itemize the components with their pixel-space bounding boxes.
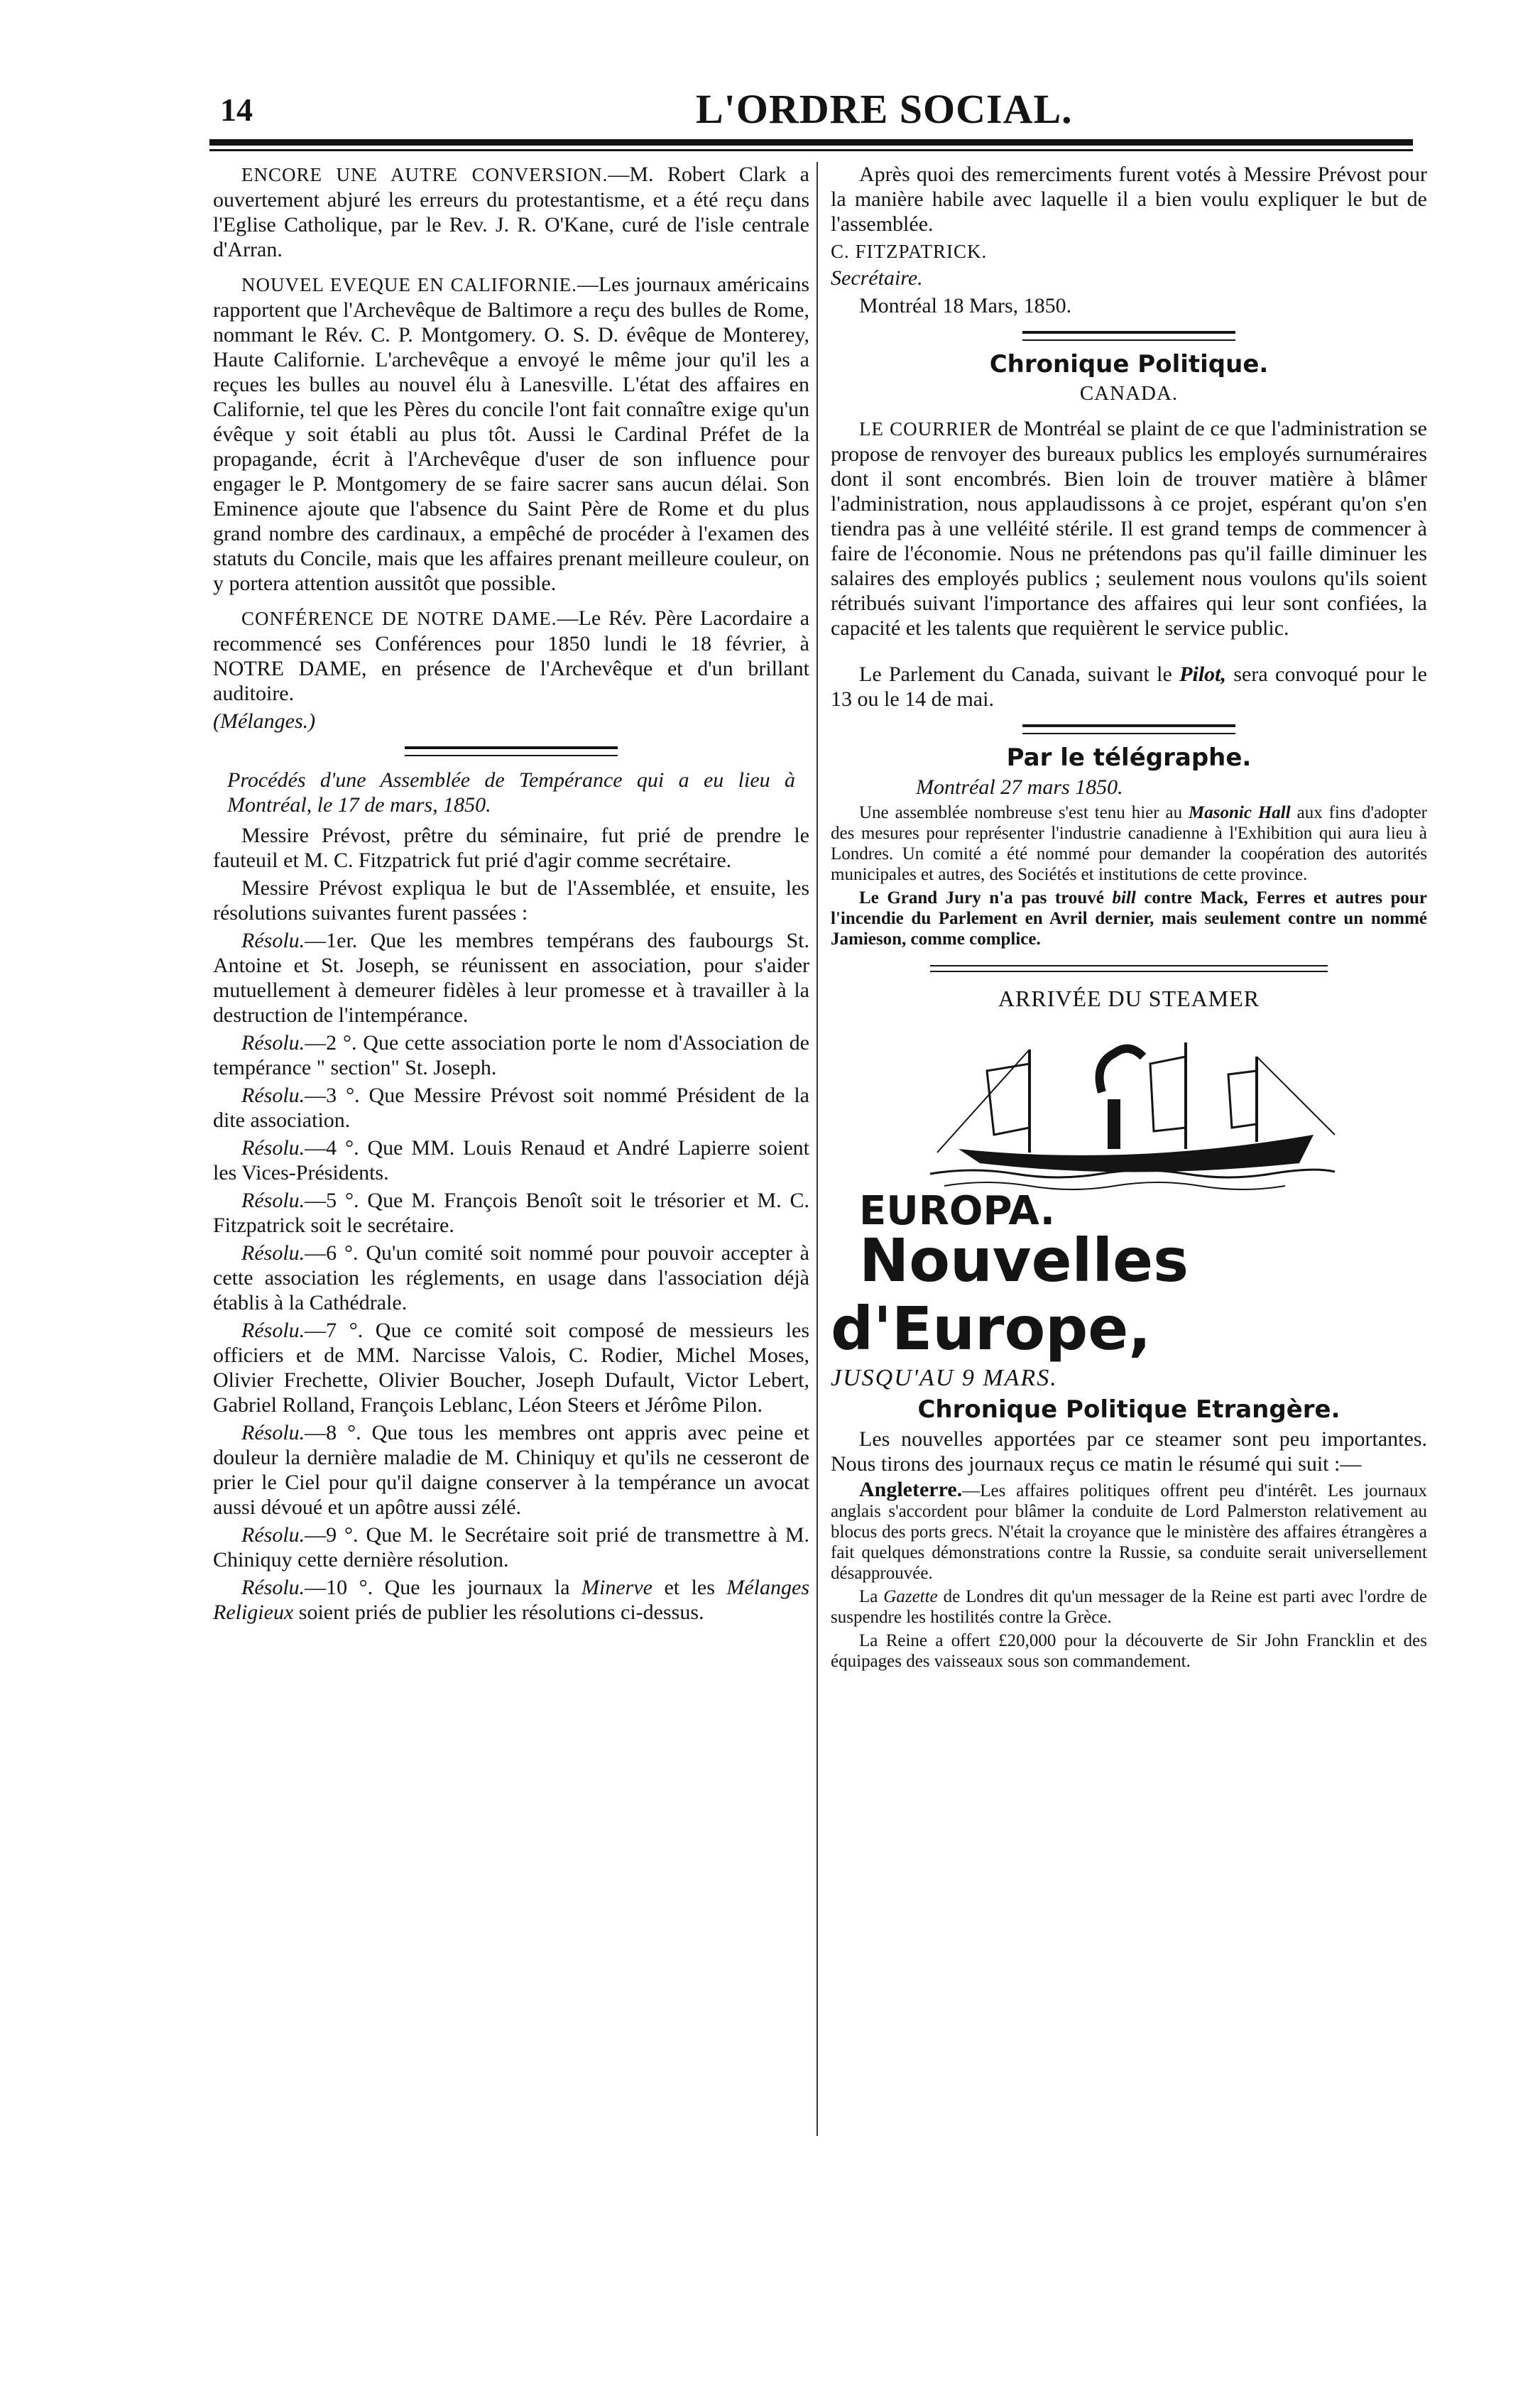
section-separator (405, 746, 618, 756)
europe-news-headline: Nouvelles d'Europe, (831, 1226, 1189, 1363)
news-item-notre-dame (213, 606, 809, 706)
ship-name: EUROPA. (859, 1188, 1056, 1234)
signer-name: C. FITZPATRICK. (831, 241, 988, 262)
telegraph-date: Montréal 27 mars 1850. (916, 775, 1123, 799)
telegraph-para: Une assemblée nombreuse s'est tenu hier au Masonic Hall aux fins d'adopter des mesures pour représenter l'industrie canadienne à l'Exhibition qui aura lieu à Londres. Un comité a été nommé pour demander la coopération des autorités municipales et autres, des Sociétés et institutions de cette province. (831, 803, 1428, 884)
foreign-para: Angleterre.—Les affaires politiques offrent peu d'intérêt. Les journaux anglais s'accordent pour blâmer la conduite de Lord Palmerston relativement au blocus des ports grecs. N'était la croyance que le ministère des affaires étrangères a fait quelques démonstrations contre la Russie, sa conduite serait universellement désapprouvée. (831, 1478, 1427, 1583)
chronicle-subtitle: CANADA. (1079, 382, 1179, 405)
steamer-arrival: ARRIVÉE DU STEAMER (998, 986, 1260, 1011)
item-body: —Les journaux américains rapportent que l'Archevêque de Baltimore a reçu des bulles de Rome, nommant le Rév. C. P. Montgomery. O. S. D. évêque de Monterey, Haute Californie. L'archevêque a envoyé le même jour qu'il les a reçues les bulles au nouvel élu à Lanesville. L'état des affaires en Californie, tel que les Pères du concile l'ont fait connaître exige qu'un évêque y soit établi au plus tôt. Aussi le Cardinal Préfet de la propagande, écrit à l'Archevêque d'user de son influence pour engager le P. Montgomery de se faire sacrer sans aucun délai. Son Eminence ajoute que l'absence du Saint Père de Rome et du plus grand nombre des cardinaux, a empêché de procéder à l'examen des statuts du Concile, mais que les affaires prenant meilleure couleur, on y portera attention aussitôt que possible. (213, 273, 809, 595)
resolution: Résolu.—10 °. Que les journaux la Minerve et les Mélanges Religieux soient priés de publier les résolutions ci-dessus. (213, 1576, 809, 1624)
resolution: Résolu.—9 °. Que M. le Secrétaire soit prié de transmettre à M. Chiniquy cette dernière résolution. (213, 1523, 809, 1571)
resolution: Résolu.—4 °. Que MM. Louis Renaud et André Lapierre soient les Vices-Présidents. (213, 1136, 809, 1184)
foreign-intro: Les nouvelles apportées par ce steamer sont peu importantes. Nous tirons des journaux reçus ce matin le résumé qui suit :— (831, 1427, 1427, 1476)
signer-role: Secrétaire. (831, 266, 923, 290)
foreign-block (831, 1479, 1427, 1672)
foreign-para: La Reine a offert £20,000 pour la découverte de Sir John Francklin et des équipages des vaisseaux sous son commandement. (831, 1631, 1427, 1671)
assembly-para: Messire Prévost expliqua le but de l'Assemblée, et ensuite, les résolutions suivantes furent passées : (213, 876, 809, 925)
foreign-para: La Gazette de Londres dit qu'un messager de la Reine est parti avec l'ordre de suspendre les hostilités contre la Grèce. (831, 1587, 1427, 1627)
telegraph-block (831, 802, 1427, 949)
item-lead: CONFÉRENCE DE NOTRE DAME. (241, 608, 557, 629)
item-lead: NOUVEL EVEQUE EN CALIFORNIE. (241, 274, 577, 295)
chronicle-para: LE COURRIER de Montréal se plaint de ce que l'administration se propose de renvoyer des bureaux publics les employés surnuméraires dont il sont encombrés. Bien loin de trouver matière à blâmer l'administration, nous applaudissons à ce projet, espérant qu'on s'en tiendra pas à une velléité stérile. Il est grand temps de commencer à faire de l'économie. Nous ne prétendons pas qu'il faille diminuer les salaires des employés publics ; seulement nous voulons qu'ils soient rétribués suivant l'importance des affaires qui leur sont confiées, la capacité et les talents que requièrent le service public. (831, 417, 1427, 640)
telegraph-para: Le Grand Jury n'a pas trouvé bill contre Mack, Ferres et autres pour l'incendie du Parlement en Avril dernier, mais seulement contre un nommé Jamieson, comme complice. (831, 888, 1428, 949)
news-item-conversion (213, 162, 809, 262)
section-separator (930, 965, 1328, 972)
closing-para: Après quoi des remerciments furent votés à Messire Prévost pour la manière habile avec laquelle il a bien voulu expliquer le but de l'assemblée. (831, 163, 1427, 236)
left-column (213, 162, 809, 1628)
masthead-rule (209, 139, 1413, 146)
item-body: —M. Robert Clark a ouvertement abjuré les erreurs du protestantisme, et a été reçu dans l'Eglise Catholique, par le Rev. J. R. O'Kane, curé de l'isle centrale d'Arran. (213, 163, 809, 261)
masthead (206, 85, 1413, 135)
item-lead: ENCORE UNE AUTRE CONVERSION. (241, 164, 608, 185)
section-separator (1022, 724, 1235, 734)
resolution: Résolu.—8 °. Que tous les membres ont appris avec peine et douleur la dernière maladie de M. Chiniquy et qu'ils ne cesseront de prier le Ciel pour qu'il daigne conserver à la tempérance un avocat aussi dévoué et un apôtre aussi zélé. (213, 1421, 809, 1519)
item-body: —Le Rév. Père Lacordaire a recommencé ses Conférences pour 1850 lundi le 18 février, à NOTRE DAME, en présence de l'Archevêque et d'un brillant auditoire. (213, 606, 810, 705)
masthead-rule-thin (209, 149, 1413, 151)
parliament-para: Le Parlement du Canada, suivant le Pilot, sera convoqué pour le 13 ou le 14 de mai. (831, 663, 1427, 711)
telegraph-title: Par le télégraphe. (1006, 743, 1252, 772)
column-divider (817, 162, 818, 2136)
chronicle-title: Chronique Politique. (989, 350, 1269, 378)
resolution: Résolu.—2 °. Que cette association porte le nom d'Association de tempérance " section" St. Joseph. (213, 1031, 809, 1079)
steamship-illustration (916, 1021, 1342, 1199)
resolution: Résolu.—1er. Que les membres tempérans des faubourgs St. Antoine et St. Joseph, se réunissent en association, pour s'aider mutuellement à demeurer fidèles à leur promesse et à travailler à la destruction de l'intempérance. (213, 929, 809, 1027)
resolution: Résolu.—3 °. Que Messire Prévost soit nommé Président de la dite association. (213, 1084, 809, 1132)
paper-title: L'ORDRE SOCIAL. (696, 86, 1073, 132)
assembly-title: Procédés d'une Assemblée de Tempérance qui a eu lieu à Montréal, le 17 de mars, 1850. (227, 768, 795, 817)
page-number: 14 (220, 92, 253, 128)
assembly-para: Messire Prévost, prêtre du séminaire, fut prié de prendre le fauteuil et M. C. Fitzpatrick fut prié d'agir comme secrétaire. (213, 824, 809, 872)
foreign-chronicle-title: Chronique Politique Etrangère. (917, 1395, 1340, 1424)
right-column (831, 162, 1427, 1674)
resolution: Résolu.—5 °. Que M. François Benoît soit le trésorier et M. C. Fitzpatrick soit le secrétaire. (213, 1189, 809, 1237)
resolution: Résolu.—7 °. Que ce comité soit composé de messieurs les officiers et de MM. Narcisse Valois, C. Rodier, Michel Moses, Olivier Frechette, Olivier Boucher, Joseph Dufault, Victor Lebert, Gabriel Rolland, François Leblanc, Léon Steers et Jérôme Pilon. (213, 1319, 809, 1417)
news-item-california (213, 272, 809, 596)
dateline: Montréal 18 Mars, 1850. (859, 294, 1072, 317)
until-date: JUSQU'AU 9 MARS. (831, 1365, 1058, 1391)
resolution: Résolu.—6 °. Qu'un comité soit nommé pour pouvoir accepter à cette association les réglements, en usage dans l'association déjà établis à la Cathédrale. (213, 1241, 809, 1314)
source-credit: (Mélanges.) (213, 709, 316, 733)
section-separator (1022, 331, 1235, 341)
